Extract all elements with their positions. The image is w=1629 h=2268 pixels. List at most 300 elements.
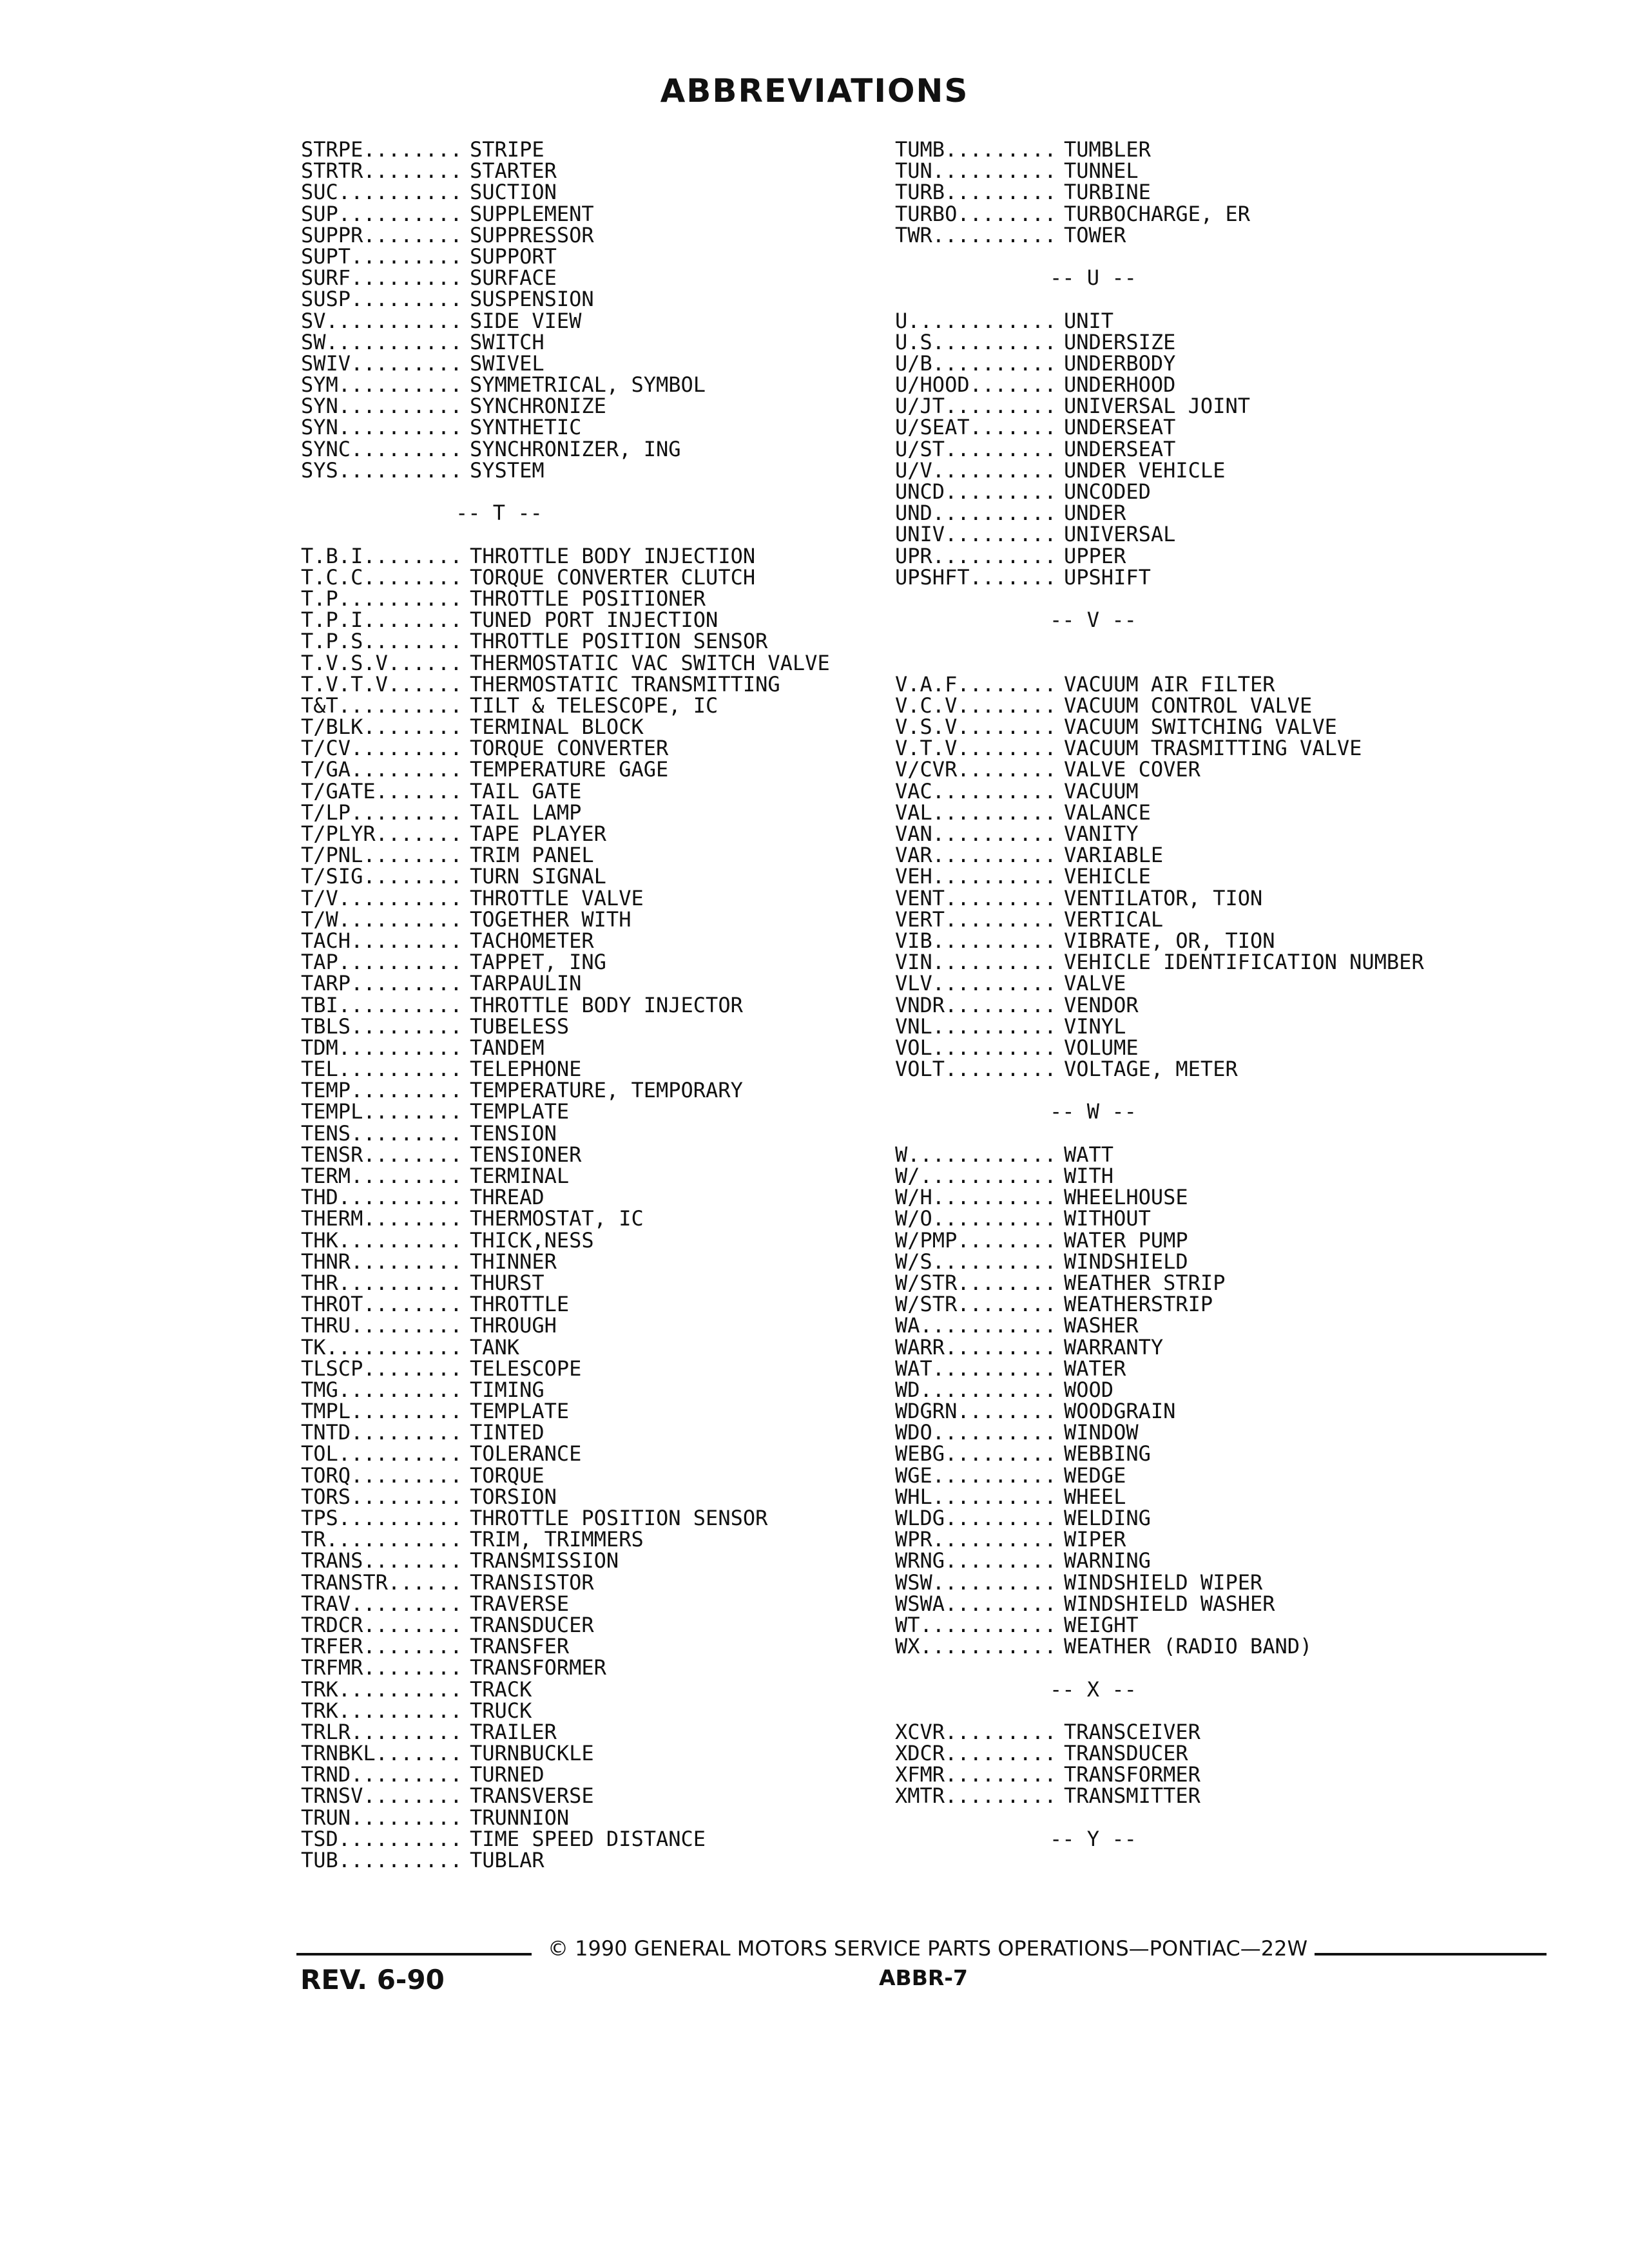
abbreviation-definition: STARTER bbox=[470, 159, 557, 184]
abbreviation-term: XDCR......... bbox=[895, 1741, 1057, 1766]
abbreviation-entry bbox=[301, 866, 830, 887]
abbreviation-term: UNCD......... bbox=[895, 479, 1057, 504]
abbreviation-term: TUMB......... bbox=[895, 137, 1057, 162]
abbreviation-term: SYN.......... bbox=[301, 415, 463, 440]
abbreviation-entry bbox=[301, 308, 830, 333]
abbreviation-definition: TUBLAR bbox=[470, 1848, 545, 1872]
abbreviation-definition: UNCODED bbox=[1064, 479, 1151, 504]
abbreviation-entry bbox=[301, 246, 830, 267]
abbreviation-term: W/STR........ bbox=[895, 1270, 1057, 1295]
abbreviation-term: TPS.......... bbox=[301, 1506, 463, 1530]
abbreviation-entry bbox=[895, 1187, 1424, 1208]
abbreviation-entry bbox=[895, 1358, 1424, 1379]
abbreviation-definition: TACHOMETER bbox=[470, 928, 594, 953]
abbreviation-definition: TENSION bbox=[470, 1120, 557, 1146]
abbreviation-entry bbox=[301, 778, 830, 803]
abbreviation-definition: TUMBLER bbox=[1064, 137, 1151, 162]
abbreviation-entry bbox=[895, 695, 1424, 716]
abbreviation-term: W/H.......... bbox=[895, 1185, 1057, 1210]
abbreviation-definition: UNDERSEAT bbox=[1064, 415, 1176, 440]
abbreviation-entry bbox=[301, 564, 830, 590]
abbreviation-term: T.P.......... bbox=[301, 586, 463, 611]
abbreviation-entry bbox=[895, 1401, 1424, 1422]
abbreviation-term: SUP.......... bbox=[301, 201, 463, 226]
blank-line bbox=[895, 1700, 1424, 1722]
abbreviation-term: SURF......... bbox=[301, 265, 463, 291]
blank-line bbox=[895, 289, 1424, 310]
abbreviation-term: U/B.......... bbox=[895, 351, 1057, 376]
abbreviation-definition: TAPPET, ING bbox=[470, 950, 606, 975]
abbreviation-entry bbox=[301, 543, 830, 568]
abbreviation-term: TRAV......... bbox=[301, 1591, 463, 1616]
abbreviation-entry bbox=[301, 374, 830, 396]
abbreviation-term: SYS.......... bbox=[301, 457, 463, 483]
abbreviation-definition: TAIL LAMP bbox=[470, 800, 582, 825]
abbreviation-definition: WINDSHIELD WIPER bbox=[1064, 1570, 1263, 1595]
abbreviation-term: VAC.......... bbox=[895, 778, 1057, 803]
abbreviation-entry bbox=[301, 1016, 830, 1037]
abbreviation-entry bbox=[301, 695, 830, 716]
abbreviation-term: TUB.......... bbox=[301, 1848, 463, 1872]
abbreviation-term: TRK.......... bbox=[301, 1698, 463, 1723]
abbreviation-entry bbox=[895, 1059, 1424, 1080]
abbreviation-term: XFMR......... bbox=[895, 1762, 1057, 1787]
abbreviation-definition: TEMPLATE bbox=[470, 1099, 570, 1124]
abbreviation-term: WEBG......... bbox=[895, 1441, 1057, 1466]
abbreviation-entry bbox=[301, 1294, 830, 1315]
abbreviation-definition: TRANSDUCER bbox=[1064, 1741, 1188, 1766]
abbreviation-definition: TUNED PORT INJECTION bbox=[470, 608, 718, 633]
abbreviation-entry bbox=[895, 1550, 1424, 1571]
abbreviation-term: T/PNL........ bbox=[301, 843, 463, 868]
abbreviation-definition: WITHOUT bbox=[1064, 1206, 1151, 1231]
abbreviation-entry bbox=[301, 671, 830, 697]
page-title: ABBREVIATIONS bbox=[660, 72, 969, 110]
abbreviation-entry bbox=[895, 992, 1424, 1017]
abbreviation-definition: UNIVERSAL JOINT bbox=[1064, 394, 1250, 419]
abbreviation-entry bbox=[895, 481, 1424, 503]
abbreviation-definition: THROTTLE BODY INJECTOR bbox=[470, 992, 743, 1017]
abbreviation-term: T.P.I........ bbox=[301, 608, 463, 633]
abbreviation-entry bbox=[895, 1144, 1424, 1166]
abbreviation-definition: SUPPLEMENT bbox=[470, 201, 594, 226]
abbreviation-term: UNIV......... bbox=[895, 522, 1057, 547]
abbreviation-term: WPR.......... bbox=[895, 1527, 1057, 1552]
abbreviation-term: WGE.......... bbox=[895, 1463, 1057, 1488]
abbreviation-definition: WEATHER (RADIO BAND) bbox=[1064, 1634, 1313, 1659]
footer-rule-right bbox=[1315, 1953, 1547, 1956]
abbreviation-entry bbox=[895, 738, 1424, 759]
abbreviation-definition: WATER PUMP bbox=[1064, 1227, 1188, 1253]
blank-line bbox=[301, 481, 830, 503]
abbreviation-definition: TURBINE bbox=[1064, 180, 1151, 205]
abbreviation-entry bbox=[301, 267, 830, 289]
abbreviation-definition: TRUNNION bbox=[470, 1805, 570, 1830]
abbreviation-entry bbox=[301, 759, 830, 780]
abbreviation-term: W/STR........ bbox=[895, 1292, 1057, 1317]
abbreviation-definition: VACUUM CONTROL VALVE bbox=[1064, 693, 1313, 718]
abbreviation-definition: SYNTHETIC bbox=[470, 415, 582, 440]
abbreviation-definition: TRANSISTOR bbox=[470, 1570, 594, 1595]
abbreviation-entry bbox=[895, 374, 1424, 396]
abbreviation-definition: UNDERSIZE bbox=[1064, 329, 1176, 354]
abbreviation-definition: WELDING bbox=[1064, 1506, 1151, 1530]
abbreviation-definition: VIBRATE, OR, TION bbox=[1064, 928, 1275, 953]
abbreviation-definition: WATER bbox=[1064, 1356, 1126, 1381]
abbreviation-definition: TOGETHER WITH bbox=[470, 907, 631, 932]
blank-line bbox=[895, 1080, 1424, 1101]
abbreviation-entry bbox=[895, 1465, 1424, 1486]
abbreviation-entry bbox=[301, 1270, 830, 1295]
abbreviation-term: SYNC......... bbox=[301, 436, 463, 461]
abbreviation-definition: THROTTLE POSITIONER bbox=[470, 586, 706, 611]
abbreviation-term: VAR.......... bbox=[895, 843, 1057, 868]
abbreviation-definition: UNIT bbox=[1064, 308, 1114, 333]
abbreviation-definition: VACUUM AIR FILTER bbox=[1064, 671, 1275, 697]
abbreviation-definition: SUPPORT bbox=[470, 244, 557, 269]
abbreviation-term: WA........... bbox=[895, 1313, 1057, 1338]
abbreviation-term: SUPT......... bbox=[301, 244, 463, 269]
abbreviation-term: THERM........ bbox=[301, 1206, 463, 1231]
abbreviation-definition: WEATHER STRIP bbox=[1064, 1270, 1226, 1295]
abbreviation-definition: TELEPHONE bbox=[470, 1057, 582, 1082]
abbreviation-definition: THROTTLE POSITION SENSOR bbox=[470, 629, 768, 654]
abbreviation-entry bbox=[895, 457, 1424, 483]
abbreviation-entry bbox=[301, 1850, 830, 1871]
abbreviation-entry bbox=[301, 1120, 830, 1146]
abbreviation-definition: VALVE COVER bbox=[1064, 757, 1200, 782]
abbreviation-term: TRNSV........ bbox=[301, 1783, 463, 1809]
abbreviation-definition: SUSPENSION bbox=[470, 287, 594, 312]
abbreviation-term: WLDG......... bbox=[895, 1506, 1057, 1530]
abbreviation-definition: VOLUME bbox=[1064, 1035, 1139, 1060]
abbreviation-entry bbox=[301, 1208, 830, 1229]
abbreviation-term: VOLT......... bbox=[895, 1057, 1057, 1082]
abbreviation-entry bbox=[301, 417, 830, 438]
section-letter-label: -- V -- bbox=[1050, 608, 1137, 633]
abbreviation-term: TRDCR........ bbox=[301, 1612, 463, 1637]
abbreviation-entry bbox=[895, 1719, 1424, 1744]
section-letter-label: -- W -- bbox=[1050, 1099, 1137, 1124]
abbreviation-definition: WOODGRAIN bbox=[1064, 1399, 1176, 1424]
abbreviation-entry bbox=[895, 1166, 1424, 1187]
abbreviation-entry bbox=[895, 885, 1424, 910]
abbreviation-term: THD.......... bbox=[301, 1185, 463, 1210]
abbreviation-entry bbox=[895, 564, 1424, 590]
abbreviation-entry bbox=[301, 1401, 830, 1422]
abbreviation-definition: UNDERHOOD bbox=[1064, 372, 1176, 398]
abbreviation-definition: TORQUE CONVERTER bbox=[470, 736, 669, 761]
abbreviation-definition: VARIABLE bbox=[1064, 843, 1164, 868]
abbreviation-term: VOL.......... bbox=[895, 1035, 1057, 1060]
abbreviation-definition: VALVE bbox=[1064, 971, 1126, 996]
abbreviation-definition: WATT bbox=[1064, 1142, 1114, 1167]
abbreviation-entry bbox=[301, 885, 830, 910]
abbreviation-definition: TURBOCHARGE, ER bbox=[1064, 201, 1250, 226]
abbreviation-term: UPSHFT....... bbox=[895, 564, 1057, 590]
abbreviation-term: T.V.S.V...... bbox=[301, 650, 463, 675]
abbreviation-entry bbox=[301, 396, 830, 417]
abbreviation-term: WHL.......... bbox=[895, 1484, 1057, 1509]
abbreviation-term: TEMPL........ bbox=[301, 1099, 463, 1124]
abbreviation-term: TORQ......... bbox=[301, 1463, 463, 1488]
abbreviation-entry bbox=[895, 417, 1424, 438]
abbreviation-entry bbox=[301, 1636, 830, 1657]
abbreviation-definition: TERMINAL bbox=[470, 1164, 570, 1188]
abbreviation-definition: TIME SPEED DISTANCE bbox=[470, 1826, 706, 1851]
abbreviation-definition: SWITCH bbox=[470, 329, 545, 354]
abbreviation-entry bbox=[301, 823, 830, 845]
abbreviation-definition: WINDSHIELD bbox=[1064, 1249, 1188, 1274]
abbreviation-column-left bbox=[301, 139, 830, 1871]
abbreviation-definition: STRIPE bbox=[470, 137, 545, 162]
abbreviation-definition: VEHICLE bbox=[1064, 864, 1151, 889]
abbreviation-term: VLV.......... bbox=[895, 971, 1057, 996]
abbreviation-definition: WIPER bbox=[1064, 1527, 1126, 1552]
abbreviation-definition: TIMING bbox=[470, 1377, 545, 1402]
blank-line bbox=[895, 588, 1424, 610]
abbreviation-entry bbox=[895, 503, 1424, 524]
abbreviation-entry bbox=[301, 457, 830, 483]
section-letter-header bbox=[301, 503, 830, 524]
abbreviation-entry bbox=[301, 588, 830, 610]
abbreviation-definition: TEMPERATURE, TEMPORARY bbox=[470, 1078, 743, 1103]
abbreviation-entry bbox=[301, 1529, 830, 1550]
abbreviation-entry bbox=[301, 1144, 830, 1166]
abbreviation-entry bbox=[301, 1101, 830, 1122]
abbreviation-entry bbox=[895, 1443, 1424, 1465]
abbreviation-entry bbox=[301, 1700, 830, 1722]
abbreviation-definition: TURNBUCKLE bbox=[470, 1741, 594, 1766]
abbreviation-term: TRUN......... bbox=[301, 1805, 463, 1830]
abbreviation-term: T/GATE....... bbox=[301, 778, 463, 803]
abbreviation-term: T/W.......... bbox=[301, 907, 463, 932]
abbreviation-definition: TENSIONER bbox=[470, 1142, 582, 1167]
abbreviation-definition: WEBBING bbox=[1064, 1441, 1151, 1466]
abbreviation-entry bbox=[301, 1807, 830, 1829]
abbreviation-entry bbox=[301, 1443, 830, 1465]
abbreviation-definition: WARNING bbox=[1064, 1548, 1151, 1573]
abbreviation-entry bbox=[301, 1593, 830, 1615]
abbreviation-entry bbox=[301, 952, 830, 973]
abbreviation-term: VAL.......... bbox=[895, 800, 1057, 825]
abbreviation-definition: VEHICLE IDENTIFICATION NUMBER bbox=[1064, 950, 1424, 975]
abbreviation-entry bbox=[895, 160, 1424, 182]
abbreviation-term: THROT........ bbox=[301, 1292, 463, 1317]
abbreviation-entry bbox=[895, 1572, 1424, 1593]
abbreviation-definition: THROUGH bbox=[470, 1313, 557, 1338]
abbreviation-term: T/CV......... bbox=[301, 736, 463, 761]
abbreviation-term: TNTD......... bbox=[301, 1420, 463, 1445]
abbreviation-term: TACH......... bbox=[301, 928, 463, 953]
abbreviation-definition: WEDGE bbox=[1064, 1463, 1126, 1488]
blank-line bbox=[895, 1657, 1424, 1678]
abbreviation-entry bbox=[301, 845, 830, 866]
abbreviation-entry bbox=[301, 716, 830, 738]
abbreviation-entry bbox=[301, 1465, 830, 1486]
abbreviation-term: T.C.C........ bbox=[301, 564, 463, 590]
abbreviation-term: TENS......... bbox=[301, 1120, 463, 1146]
abbreviation-entry bbox=[301, 1059, 830, 1080]
abbreviation-term: TWR.......... bbox=[895, 222, 1057, 247]
abbreviation-term: TRNBKL....... bbox=[301, 1741, 463, 1766]
abbreviation-term: TRANSTR...... bbox=[301, 1570, 463, 1595]
abbreviation-term: U/HOOD....... bbox=[895, 372, 1057, 398]
abbreviation-definition: VENDOR bbox=[1064, 992, 1139, 1017]
abbreviation-term: U.S.......... bbox=[895, 329, 1057, 354]
abbreviation-entry bbox=[301, 1572, 830, 1593]
abbreviation-definition: THERMOSTATIC TRANSMITTING bbox=[470, 671, 780, 697]
abbreviation-term: WSW.......... bbox=[895, 1570, 1057, 1595]
abbreviation-entry bbox=[301, 1251, 830, 1273]
abbreviation-definition: THERMOSTAT, IC bbox=[470, 1206, 644, 1231]
abbreviation-term: TERM......... bbox=[301, 1164, 463, 1188]
abbreviation-definition: TRACK bbox=[470, 1677, 532, 1702]
abbreviation-term: W/........... bbox=[895, 1164, 1057, 1188]
abbreviation-definition: WEATHERSTRIP bbox=[1064, 1292, 1213, 1317]
abbreviation-entry bbox=[301, 182, 830, 203]
abbreviation-term: T&T.......... bbox=[301, 693, 463, 718]
abbreviation-term: WX........... bbox=[895, 1634, 1057, 1659]
abbreviation-definition: UNDER bbox=[1064, 501, 1126, 526]
abbreviation-term: U/V.......... bbox=[895, 457, 1057, 483]
abbreviation-term: XMTR......... bbox=[895, 1783, 1057, 1809]
abbreviation-entry bbox=[301, 1037, 830, 1059]
abbreviation-definition: UNDER VEHICLE bbox=[1064, 457, 1226, 483]
abbreviation-entry bbox=[895, 1764, 1424, 1785]
abbreviation-term: T/PLYR....... bbox=[301, 822, 463, 846]
abbreviation-entry bbox=[895, 308, 1424, 333]
abbreviation-entry bbox=[301, 353, 830, 374]
abbreviation-definition: VENTILATOR, TION bbox=[1064, 885, 1263, 910]
abbreviation-term: TRND......... bbox=[301, 1762, 463, 1787]
abbreviation-term: SUSP......... bbox=[301, 287, 463, 312]
abbreviation-entry bbox=[895, 436, 1424, 461]
abbreviation-definition: THROTTLE bbox=[470, 1292, 570, 1317]
abbreviation-entry bbox=[895, 1016, 1424, 1037]
abbreviation-term: SWIV......... bbox=[301, 351, 463, 376]
abbreviation-entry bbox=[895, 1593, 1424, 1615]
abbreviation-entry bbox=[895, 930, 1424, 952]
abbreviation-entry bbox=[301, 1422, 830, 1443]
abbreviation-definition: SYNCHRONIZER, ING bbox=[470, 436, 681, 461]
abbreviation-definition: VANITY bbox=[1064, 822, 1139, 846]
abbreviation-term: STRTR........ bbox=[301, 159, 463, 184]
abbreviation-term: TRFMR........ bbox=[301, 1655, 463, 1680]
abbreviation-entry bbox=[301, 160, 830, 182]
abbreviation-term: WRNG......... bbox=[895, 1548, 1057, 1573]
abbreviation-entry bbox=[895, 1612, 1424, 1637]
abbreviation-entry bbox=[301, 930, 830, 952]
abbreviation-term: W/PMP........ bbox=[895, 1227, 1057, 1253]
abbreviation-definition: SYNCHRONIZE bbox=[470, 394, 606, 419]
abbreviation-definition: WASHER bbox=[1064, 1313, 1139, 1338]
abbreviation-definition: SURFACE bbox=[470, 265, 557, 291]
abbreviation-entry bbox=[301, 201, 830, 226]
abbreviation-term: T.P.S........ bbox=[301, 629, 463, 654]
blank-line bbox=[895, 631, 1424, 652]
abbreviation-term: TLSCP........ bbox=[301, 1356, 463, 1381]
abbreviation-definition: TAIL GATE bbox=[470, 778, 582, 803]
abbreviation-term: WDGRN........ bbox=[895, 1399, 1057, 1424]
abbreviation-entry bbox=[301, 802, 830, 823]
abbreviation-definition: UPSHIFT bbox=[1064, 564, 1151, 590]
abbreviation-term: VAN.......... bbox=[895, 822, 1057, 846]
abbreviation-entry bbox=[301, 1679, 830, 1700]
abbreviation-definition: WHEELHOUSE bbox=[1064, 1185, 1188, 1210]
abbreviation-term: TRANS........ bbox=[301, 1548, 463, 1573]
abbreviation-term: V.S.V........ bbox=[895, 715, 1057, 740]
abbreviation-definition: TILT & TELESCOPE, IC bbox=[470, 693, 718, 718]
abbreviation-definition: SIDE VIEW bbox=[470, 308, 582, 333]
abbreviation-entry bbox=[301, 1508, 830, 1529]
abbreviation-entry bbox=[895, 1227, 1424, 1253]
abbreviation-term: THNR......... bbox=[301, 1249, 463, 1274]
abbreviation-term: V.A.F........ bbox=[895, 671, 1057, 697]
abbreviation-entry bbox=[301, 1166, 830, 1187]
abbreviation-entry bbox=[301, 1227, 830, 1253]
abbreviation-term: VNL.......... bbox=[895, 1014, 1057, 1039]
abbreviation-entry bbox=[301, 1743, 830, 1764]
section-letter-label: -- U -- bbox=[1050, 265, 1137, 291]
abbreviation-term: TDM.......... bbox=[301, 1035, 463, 1060]
abbreviation-entry bbox=[895, 329, 1424, 354]
abbreviation-definition: THREAD bbox=[470, 1185, 545, 1210]
abbreviation-term: UPR.......... bbox=[895, 543, 1057, 568]
abbreviation-entry bbox=[895, 222, 1424, 247]
abbreviation-term: U/JT......... bbox=[895, 394, 1057, 419]
abbreviation-term: WAT.......... bbox=[895, 1356, 1057, 1381]
abbreviation-definition: TORQUE bbox=[470, 1463, 545, 1488]
abbreviation-entry bbox=[895, 1636, 1424, 1657]
abbreviation-definition: TRANSVERSE bbox=[470, 1783, 594, 1809]
abbreviation-entry bbox=[895, 1270, 1424, 1295]
abbreviation-definition: WOOD bbox=[1064, 1377, 1114, 1402]
abbreviation-column-right bbox=[895, 139, 1424, 1850]
abbreviation-definition: WINDOW bbox=[1064, 1420, 1139, 1445]
abbreviation-entry bbox=[895, 1529, 1424, 1550]
abbreviation-definition: VACUUM SWITCHING VALVE bbox=[1064, 715, 1337, 740]
abbreviation-entry bbox=[895, 139, 1424, 160]
abbreviation-entry bbox=[301, 909, 830, 930]
abbreviation-term: VIN.......... bbox=[895, 950, 1057, 975]
abbreviation-term: VIB.......... bbox=[895, 928, 1057, 953]
abbreviation-definition: UNDERBODY bbox=[1064, 351, 1176, 376]
abbreviation-entry bbox=[895, 845, 1424, 866]
abbreviation-term: SW........... bbox=[301, 329, 463, 354]
abbreviation-entry bbox=[301, 973, 830, 994]
abbreviation-entry bbox=[895, 182, 1424, 203]
abbreviation-term: WD........... bbox=[895, 1377, 1057, 1402]
abbreviation-term: T/BLK........ bbox=[301, 715, 463, 740]
abbreviation-definition: TANDEM bbox=[470, 1035, 545, 1060]
abbreviation-definition: SWIVEL bbox=[470, 351, 545, 376]
abbreviation-definition: TANK bbox=[470, 1334, 520, 1360]
abbreviation-definition: TEMPLATE bbox=[470, 1399, 570, 1424]
abbreviation-term: UND.......... bbox=[895, 501, 1057, 526]
abbreviation-term: VERT......... bbox=[895, 907, 1057, 932]
abbreviation-definition: VOLTAGE, METER bbox=[1064, 1057, 1238, 1082]
abbreviation-term: TBI.......... bbox=[301, 992, 463, 1017]
abbreviation-entry bbox=[895, 1334, 1424, 1360]
abbreviation-definition: TEMPERATURE GAGE bbox=[470, 757, 669, 782]
abbreviation-entry bbox=[895, 543, 1424, 568]
abbreviation-entry bbox=[895, 1486, 1424, 1508]
abbreviation-definition: TRAVERSE bbox=[470, 1591, 570, 1616]
abbreviation-definition: TRIM PANEL bbox=[470, 843, 594, 868]
abbreviation-term: TORS......... bbox=[301, 1484, 463, 1509]
abbreviation-term: SYM.......... bbox=[301, 372, 463, 398]
